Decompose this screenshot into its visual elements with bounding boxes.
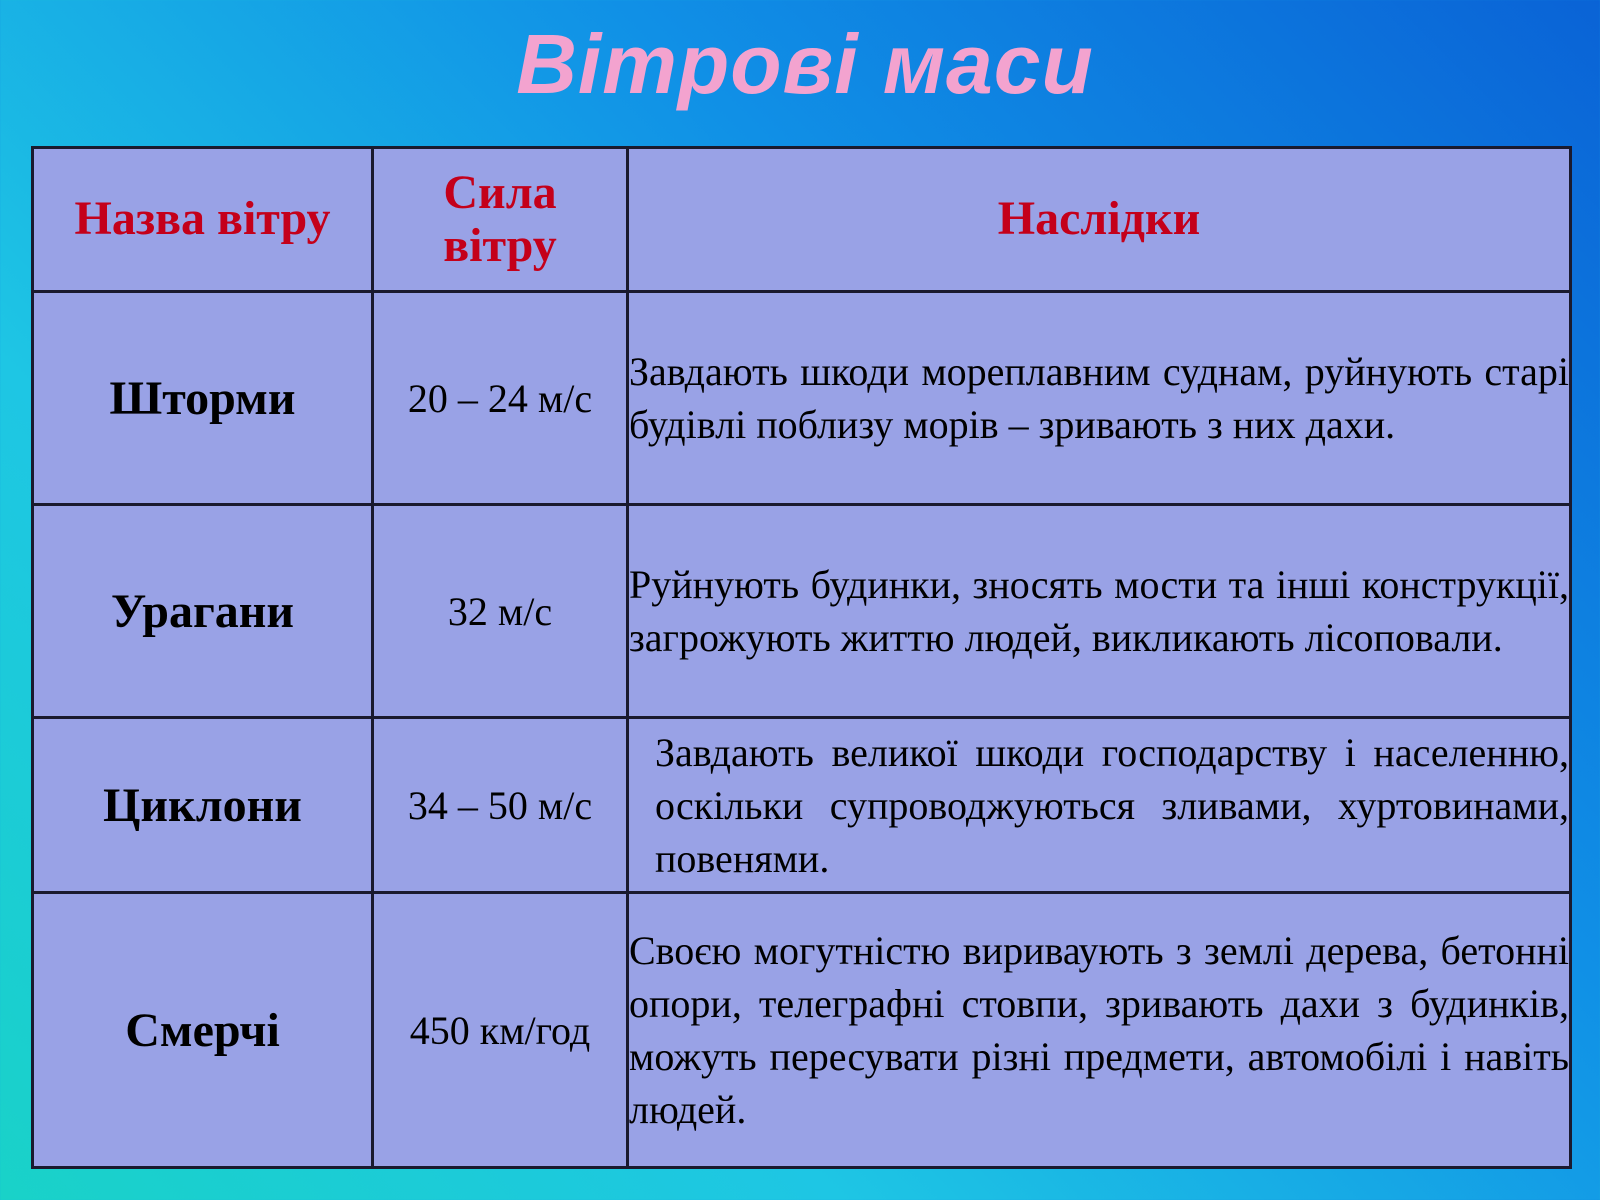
- wind-effects: Завдають великої шкоди господарству і населенню, оскільки супроводжуються зливами, хуртовинами, повенями.: [628, 718, 1571, 893]
- header-wind-force: Сила вітру: [373, 148, 628, 292]
- table-header-row: [33, 148, 1571, 292]
- table-row: [33, 893, 1571, 1168]
- table-row: [33, 505, 1571, 718]
- wind-force: 32 м/с: [373, 505, 628, 718]
- wind-table: [31, 146, 1572, 1169]
- wind-force: 450 км/год: [373, 893, 628, 1168]
- wind-effects: Руйнують будинки, зносять мости та інші конструкції, загрожують життю людей, викликають лісоповали.: [628, 505, 1571, 718]
- wind-force: 34 – 50 м/с: [373, 718, 628, 893]
- wind-effects: Своєю могутністю вириваують з землі дерева, бетонні опори, телеграфні стовпи, зривають дахи з будинків, можуть пересувати різні предмети, автомобілі і навіть людей.: [628, 893, 1571, 1168]
- table-row: [33, 292, 1571, 505]
- wind-name: Шторми: [33, 292, 373, 505]
- header-wind-name: Назва вітру: [33, 148, 373, 292]
- wind-effects: Завдають шкоди мореплавним суднам, руйнують старі будівлі поблизу морів – зривають з них дахи.: [628, 292, 1571, 505]
- table-row: [33, 718, 1571, 893]
- header-effects: Наслідки: [628, 148, 1571, 292]
- wind-name: Смерчі: [33, 893, 373, 1168]
- wind-force: 20 – 24 м/с: [373, 292, 628, 505]
- wind-name: Циклони: [33, 718, 373, 893]
- slide-title: Вітрові маси: [516, 17, 1094, 111]
- wind-name: Урагани: [33, 505, 373, 718]
